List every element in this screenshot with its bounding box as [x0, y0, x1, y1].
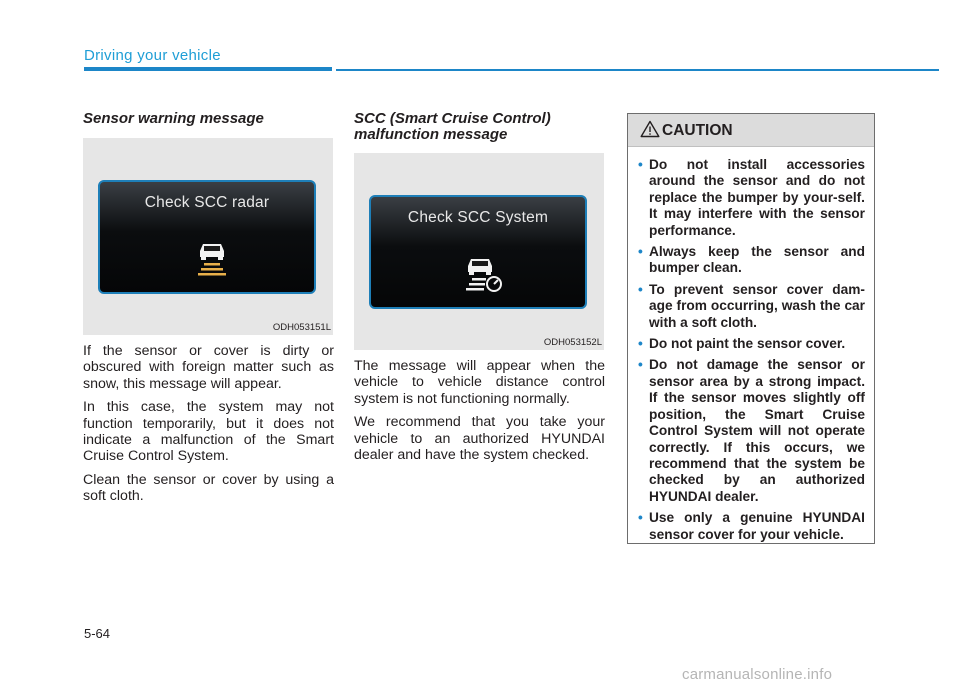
- radar-car-icon: [195, 240, 229, 278]
- watermark: carmanualsonline.info: [682, 666, 833, 683]
- list-item: • Do not paint the sensor cover.: [638, 336, 846, 352]
- list-item: • Do not damage the sensor or sensor area by a strong impact. If the sensor moves slightly off position, the Smart Cruise Control System will not operate correctly. If this occurs, we recommend that the system be checked by an authorized HYUNDAI dealer.: [638, 357, 865, 504]
- cluster-display: [369, 195, 587, 309]
- bullet-icon: •: [638, 281, 643, 297]
- bullet-icon: •: [638, 336, 643, 352]
- middle-column: [354, 111, 605, 470]
- cluster-message: Check SCC System: [407, 209, 549, 226]
- section-header-title: Driving your vehicle: [84, 47, 221, 64]
- figure-check-scc-radar: [83, 138, 333, 335]
- list-item: • To prevent sensor cover dam-age from occurring, wash the car with a soft cloth.: [638, 281, 865, 330]
- paragraph: We recommend that you take your vehicle to an authorized HYUNDAI dealer and have the system checked.: [354, 414, 605, 464]
- caution-box: [627, 113, 875, 544]
- figure-code: ODH053152L: [543, 337, 602, 348]
- header-rule-thick: [84, 67, 332, 71]
- warning-triangle-icon: [640, 120, 660, 138]
- left-column: [83, 111, 334, 512]
- figure-code: ODH053151L: [272, 322, 331, 333]
- caution-title: CAUTION: [662, 122, 733, 139]
- paragraph: The message will appear when the vehicle to vehicle distance control system is not functioning normally.: [354, 358, 605, 407]
- caution-header: [628, 114, 874, 147]
- page-number: 5-64: [84, 626, 111, 641]
- list-item: • Use only a genuine HYUNDAI sensor cover for your vehicle.: [638, 510, 865, 542]
- bullet-icon: •: [638, 510, 643, 526]
- figure-check-scc-system: [354, 153, 604, 350]
- paragraph: Clean the sensor or cover by using a soft cloth.: [83, 471, 334, 505]
- scc-system-icon: [463, 255, 503, 293]
- header-rule-thin: [336, 69, 939, 71]
- caution-list: [628, 147, 874, 543]
- bullet-icon: •: [638, 157, 643, 172]
- paragraph: In this case, the system may not function temporarily, but it does not indicate a malfunction of the Smart Cruise Control System.: [83, 399, 334, 465]
- section-title-sensor-warning: Sensor warning message: [83, 110, 264, 127]
- section-title-scc-malfunction: SCC (Smart Cruise Control) malfunction message: [354, 110, 551, 143]
- paragraph: If the sensor or cover is dirty or obscured with foreign matter such as snow, this message will appear.: [83, 343, 334, 392]
- bullet-icon: •: [638, 357, 643, 373]
- cluster-display: [98, 180, 316, 294]
- bullet-icon: •: [638, 244, 643, 260]
- cluster-message: Check SCC radar: [144, 194, 270, 211]
- list-item: • Do not install accessories around the sensor and do not replace the bumper by your-self. It may interfere with the sensor performance.: [638, 157, 865, 238]
- list-item: • Always keep the sensor and bumper clean.: [638, 244, 865, 276]
